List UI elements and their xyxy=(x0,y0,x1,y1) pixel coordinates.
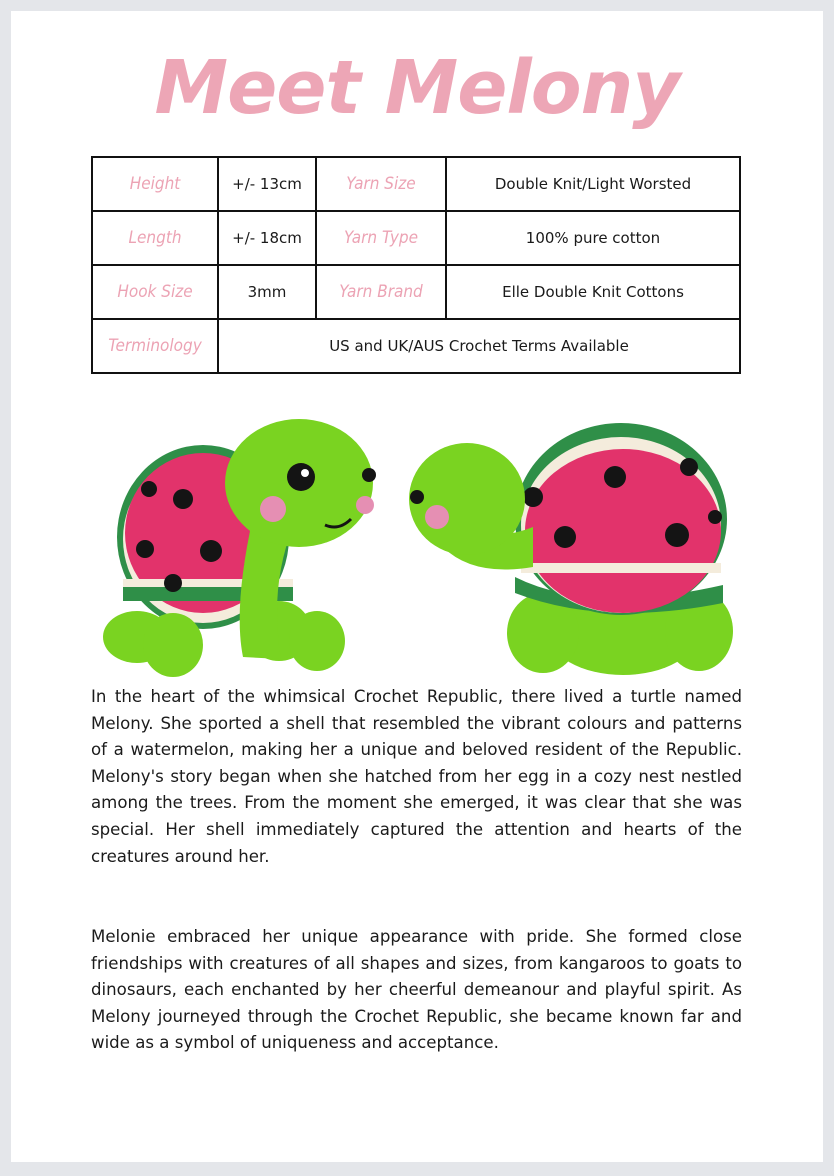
yarn-size-label: Yarn Size xyxy=(316,157,446,211)
specs-table xyxy=(91,156,741,374)
yarn-type-value: 100% pure cotton xyxy=(446,211,740,265)
yarn-brand-label: Yarn Brand xyxy=(316,265,446,319)
crochet-turtle-side-image xyxy=(409,423,733,675)
yarn-type-label: Yarn Type xyxy=(316,211,446,265)
height-value: +/- 13cm xyxy=(218,157,316,211)
height-label: Height xyxy=(92,157,218,211)
table-row xyxy=(92,157,740,211)
turtle-photos xyxy=(103,407,743,683)
document-page xyxy=(11,11,823,1162)
table-row xyxy=(92,265,740,319)
table-row xyxy=(92,319,740,373)
page-title: Meet Melony xyxy=(154,45,680,131)
length-label: Length xyxy=(92,211,218,265)
crochet-turtle-front-image xyxy=(103,419,376,677)
hook-size-value: 3mm xyxy=(218,265,316,319)
yarn-brand-value: Elle Double Knit Cottons xyxy=(446,265,740,319)
story-paragraph-2: Melonie embraced her unique appearance with pride. She formed close friendships with creatures of all shapes and sizes, from kangaroos to goats to dinosaurs, each enchanted by her cheerful demeanour and playful spirit. As Melony journeyed through the Crochet Republic, she became known far and wide as a symbol of uniqueness and acceptance. xyxy=(91,927,742,1053)
story-paragraph-1: In the heart of the whimsical Crochet Republic, there lived a turtle named Melony. She sported a shell that resembled the vibrant colours and patterns of a watermelon, making her a unique and beloved resident of the Republic. Melony's story began when she hatched from her egg in a cozy nest nestled among the trees. From the moment she emerged, it was clear that she was special. Her shell immediately captured the attention and hearts of the creatures around her. xyxy=(91,687,742,866)
terminology-value: US and UK/AUS Crochet Terms Available xyxy=(218,319,740,373)
terminology-label: Terminology xyxy=(92,319,218,373)
table-row xyxy=(92,211,740,265)
length-value: +/- 18cm xyxy=(218,211,316,265)
hook-size-label: Hook Size xyxy=(92,265,218,319)
yarn-size-value: Double Knit/Light Worsted xyxy=(446,157,740,211)
